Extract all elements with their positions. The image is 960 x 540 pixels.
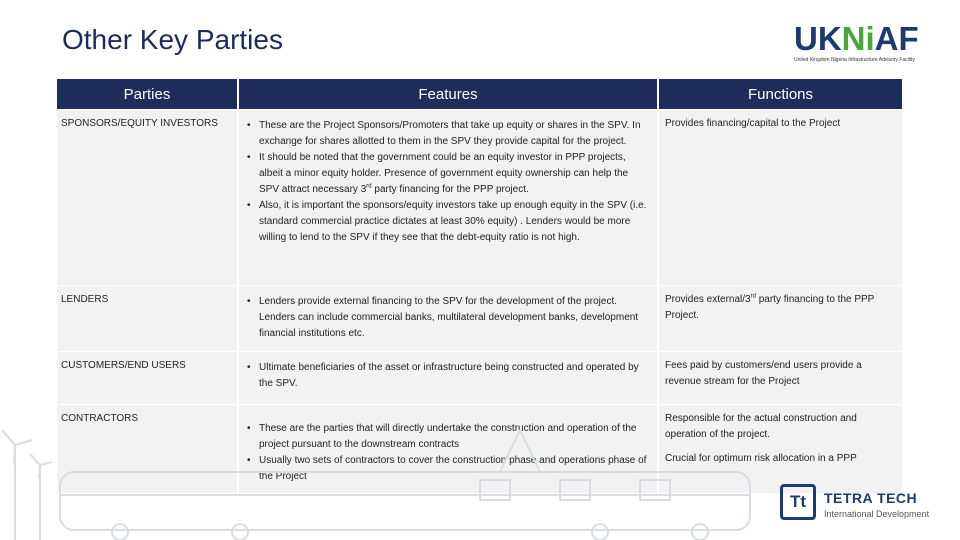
ukniaf-logo [794, 22, 934, 64]
tetra-tech-name: TETRA TECH [824, 490, 918, 506]
ukniaf-logo-tagline: United Kingdom Nigeria Infrastructure Advisory Facility [794, 57, 915, 63]
ukniaf-logo-ni: Ni [841, 20, 875, 57]
tetra-tech-subtitle: International Development [824, 509, 930, 519]
tetra-tech-mark-icon: Tt [780, 484, 816, 520]
functions-cell [659, 110, 902, 285]
table-header-row [57, 79, 902, 109]
feature-item: • Lenders provide external financing to the SPV for the development of the project. Lenders can include commercial banks, multilateral development banks, development financial institutions etc. [245, 294, 647, 342]
header-features: Features [239, 79, 657, 109]
feature-item: • Usually two sets of contractors to cover the construction phase and operations phase of the Project [245, 453, 647, 485]
features-cell [239, 286, 657, 351]
tetra-tech-logo [780, 484, 950, 524]
feature-item: • These are the Project Sponsors/Promoters that take up equity or shares in the SPV. In exchange for shares allotted to them in the SPV they provide capital for the project. [245, 118, 647, 150]
table-row [57, 352, 902, 404]
function-item: Responsible for the actual construction and operation of the project. [665, 413, 857, 440]
feature-item: • Ultimate beneficiaries of the asset or infrastructure being constructed and operated by the SPV. [245, 360, 647, 392]
features-cell [239, 110, 657, 285]
party-name: CUSTOMERS/END USERS [57, 352, 237, 404]
header-parties: Parties [57, 79, 237, 109]
features-cell [239, 352, 657, 404]
party-name: LENDERS [57, 286, 237, 351]
header-functions: Functions [659, 79, 902, 109]
function-item: Provides external/3rd party financing to the PPP Project. [665, 293, 875, 321]
table-row [57, 286, 902, 351]
feature-item: • It should be noted that the government could be an equity investor in PPP projects, albeit a minor equity holder. Presence of government equity ownership can help the SPV attract necessary 3rd party financing for the PPP project. [245, 150, 647, 198]
table-row [57, 110, 902, 285]
ukniaf-logo-uk: UK [794, 20, 842, 57]
functions-cell [659, 286, 902, 351]
function-item: Provides financing/capital to the Project [665, 118, 841, 129]
feature-item: • Also, it is important the sponsors/equity investors take up enough equity in the SPV (i.e. standard commercial practice dictates at least 30% equity) . Lenders would be more willing to lend to the SPV if they see that the debt-equity ratio is not high. [245, 198, 647, 246]
functions-cell [659, 352, 902, 404]
party-name: SPONSORS/EQUITY INVESTORS [57, 110, 237, 285]
function-item: Crucial for optimum risk allocation in a PPP [665, 453, 857, 464]
function-item: Fees paid by customers/end users provide a revenue stream for the Project [665, 360, 862, 387]
slide-title: Other Key Parties [62, 24, 283, 55]
infrastructure-skyline-graphic [0, 410, 760, 540]
party-name: CONTRACTORS [57, 405, 237, 493]
feature-item: • These are the parties that will directly undertake the construction and operation of the project pursuant to the downstream contracts [245, 421, 647, 453]
ukniaf-logo-af: AF [874, 20, 919, 57]
